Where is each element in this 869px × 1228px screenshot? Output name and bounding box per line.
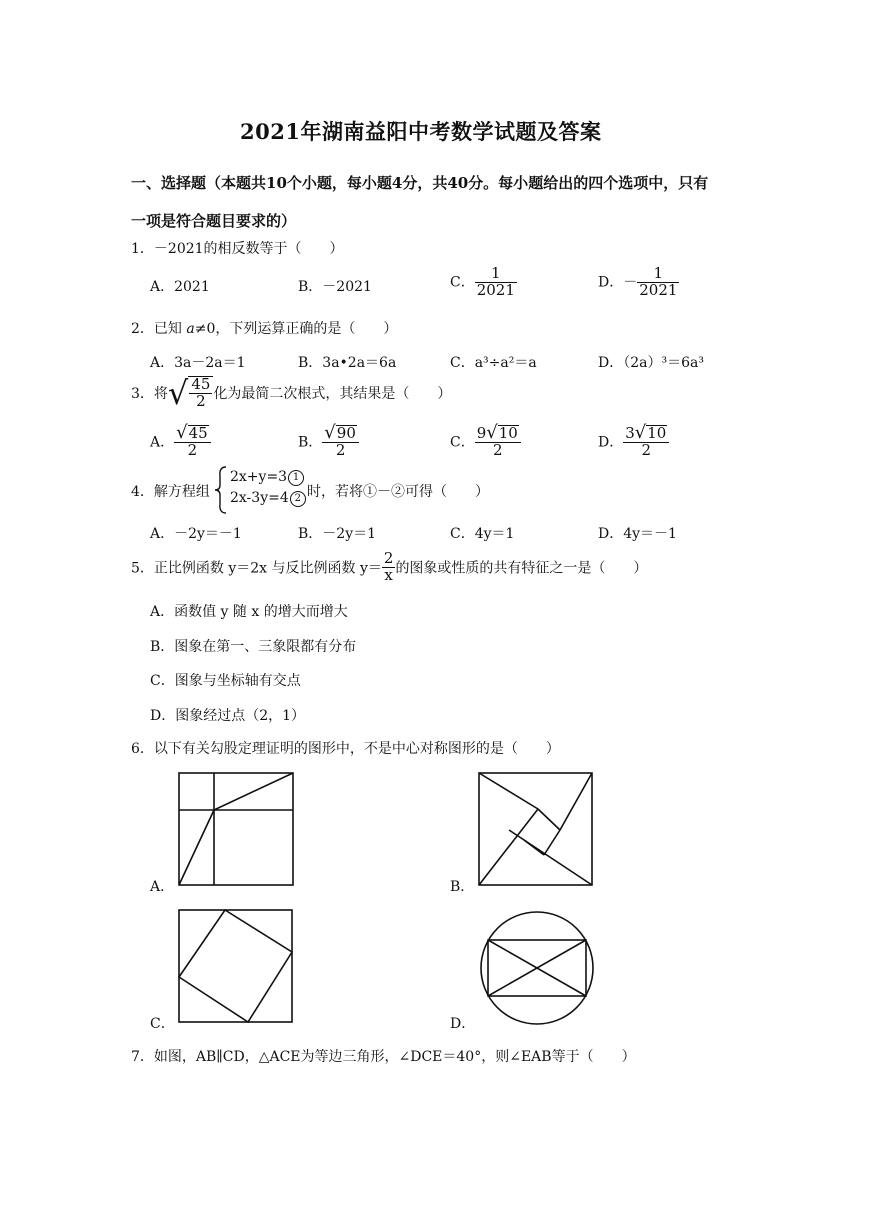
q3-radicand-numerator: 45 [191, 375, 211, 393]
q3-option-a-label: A． [150, 434, 175, 451]
q3-option-b-radicand: 90 [336, 424, 356, 442]
q2-option-b: B．3a•2a＝6a [298, 355, 397, 371]
q6-option-d-label: D． [450, 1016, 476, 1032]
q2-option-d: D．（2a）³＝6a³ [598, 355, 704, 371]
q3-option-c-label: C． [450, 434, 475, 451]
q3-option-d-radicand: 10 [647, 424, 667, 442]
q3-radical [167, 373, 213, 412]
q6-option-a-label: A． [150, 879, 175, 895]
q3-text-post: 化为最简二次根式，其结果是（ ） [213, 385, 452, 402]
q6-option-c-label: C． [150, 1016, 175, 1032]
q2-variable: a [186, 321, 195, 337]
page-title: 2021年湖南益阳中考数学试题及答案 [240, 119, 602, 144]
q4-option-b: B．－2y＝1 [298, 526, 377, 542]
q5-fraction [382, 551, 396, 584]
question-1: 1．－2021的相反数等于（ ） [131, 241, 344, 257]
q3-radicand-fraction [189, 377, 212, 410]
q5-option-c: C．图象与坐标轴有交点 [150, 673, 301, 689]
q3-option-d-denominator: 2 [623, 442, 669, 459]
q5-option-a: A．函数值 y 随 x 的增大而增大 [150, 604, 348, 620]
sqrt-sign: √ [167, 373, 189, 412]
q3-option-d-coefficient: 3 [625, 424, 635, 442]
sqrt-sign: √ [486, 422, 498, 443]
q1-option-c-denominator: 2021 [476, 280, 515, 299]
q3-option-d-label: D． [598, 434, 624, 451]
q3-option-d-numerator [623, 424, 669, 442]
q3-option-a-radicand: 45 [188, 424, 208, 442]
q3-option-c-coefficient: 9 [476, 424, 487, 442]
q6-option-b-label: B． [450, 879, 475, 895]
section-header-line1: 一、选择题（本题共10个小题，每小题4分，共40分。每小题给出的四个选项中，只有 [131, 174, 709, 192]
q3-option-b-label: B． [298, 434, 323, 451]
q5-option-b: B．图象在第一、三象限都有分布 [150, 639, 357, 655]
q3-option-c [450, 424, 521, 459]
q5-text-pre: 5．正比例函数 y＝2x 与反比例函数 y＝ [131, 560, 382, 577]
equation-1 [230, 467, 306, 488]
q1-option-c-fraction [475, 266, 517, 299]
q1-option-d [598, 266, 679, 299]
q3-option-b-numerator [322, 424, 359, 442]
equation-2 [230, 488, 306, 509]
question-3 [131, 373, 452, 412]
q3-option-a [150, 424, 211, 459]
figure-a [178, 772, 296, 888]
q5-numerator: 2 [383, 549, 394, 567]
q1-option-c-label: C． [450, 274, 475, 291]
q1-option-c [450, 266, 517, 299]
q3-radicand [188, 376, 213, 410]
q1-option-d-fraction [637, 266, 679, 299]
figure-c [178, 909, 294, 1025]
q3-option-a-fraction [174, 424, 211, 459]
q3-option-c-radicand: 10 [498, 424, 518, 442]
q3-option-c-fraction [475, 424, 521, 459]
q5-denominator: x [382, 567, 396, 584]
q4-option-d: D．4y＝－1 [598, 526, 677, 542]
q1-option-d-numerator: 1 [653, 264, 664, 282]
question-4-post: 时，若将①－②可得（ ） [307, 484, 489, 500]
q3-option-a-numerator [174, 424, 211, 442]
system-brace [214, 466, 228, 514]
q1-option-a: A．2021 [150, 279, 210, 295]
q2-option-c: C．a³÷a²＝a [450, 355, 537, 371]
figure-d [478, 909, 596, 1027]
equation-system [230, 467, 306, 509]
q3-option-c-denominator: 2 [475, 442, 521, 459]
circled-number-2: 2 [290, 491, 306, 507]
q2-option-a: A．3a－2a＝1 [150, 355, 246, 371]
q3-text-pre: 3．将 [131, 385, 168, 402]
q3-option-b-denominator: 2 [322, 442, 359, 459]
question-2 [131, 318, 397, 338]
q3-radicand-denominator: 2 [189, 393, 212, 410]
q3-option-d-fraction [623, 424, 669, 459]
question-7: 7．如图，AB∥CD，△ACE为等边三角形，∠DCE＝40°，则∠EAB等于（ ） [131, 1049, 636, 1065]
q2-text-post: ≠0，下列运算正确的是（ ） [194, 321, 398, 337]
equation-2-expr: 2x-3y=4 [230, 490, 289, 506]
q5-text-post: 的图象或性质的共有特征之一是（ ） [395, 560, 648, 577]
q3-option-a-denominator: 2 [174, 442, 211, 459]
question-4-pre: 4．解方程组 [131, 484, 210, 500]
q3-option-c-numerator [475, 424, 521, 442]
q1-option-b: B．－2021 [298, 279, 372, 295]
figure-b [478, 772, 594, 888]
q2-text-pre: 2．已知 [131, 321, 187, 337]
q1-option-c-numerator: 1 [491, 264, 501, 282]
q4-option-a: A．－2y＝－1 [150, 526, 242, 542]
q5-option-d: D．图象经过点（2，1） [150, 708, 306, 724]
circled-number-1: 1 [288, 470, 304, 486]
sqrt-sign: √ [324, 422, 336, 443]
question-6: 6．以下有关勾股定理证明的图形中，不是中心对称图形的是（ ） [131, 741, 560, 757]
q1-option-d-denominator: 2021 [639, 280, 678, 299]
equation-1-expr: 2x+y=3 [230, 469, 288, 485]
q4-option-c: C．4y＝1 [450, 526, 515, 542]
section-header-line2: 一项是符合题目要求的） [131, 212, 297, 230]
q3-option-b-fraction [322, 424, 359, 459]
q3-option-b [298, 424, 359, 459]
question-5 [131, 551, 647, 584]
q1-option-d-label: D．－ [598, 274, 638, 291]
q3-option-d [598, 424, 669, 459]
sqrt-sign: √ [634, 422, 647, 443]
sqrt-sign: √ [176, 422, 188, 443]
